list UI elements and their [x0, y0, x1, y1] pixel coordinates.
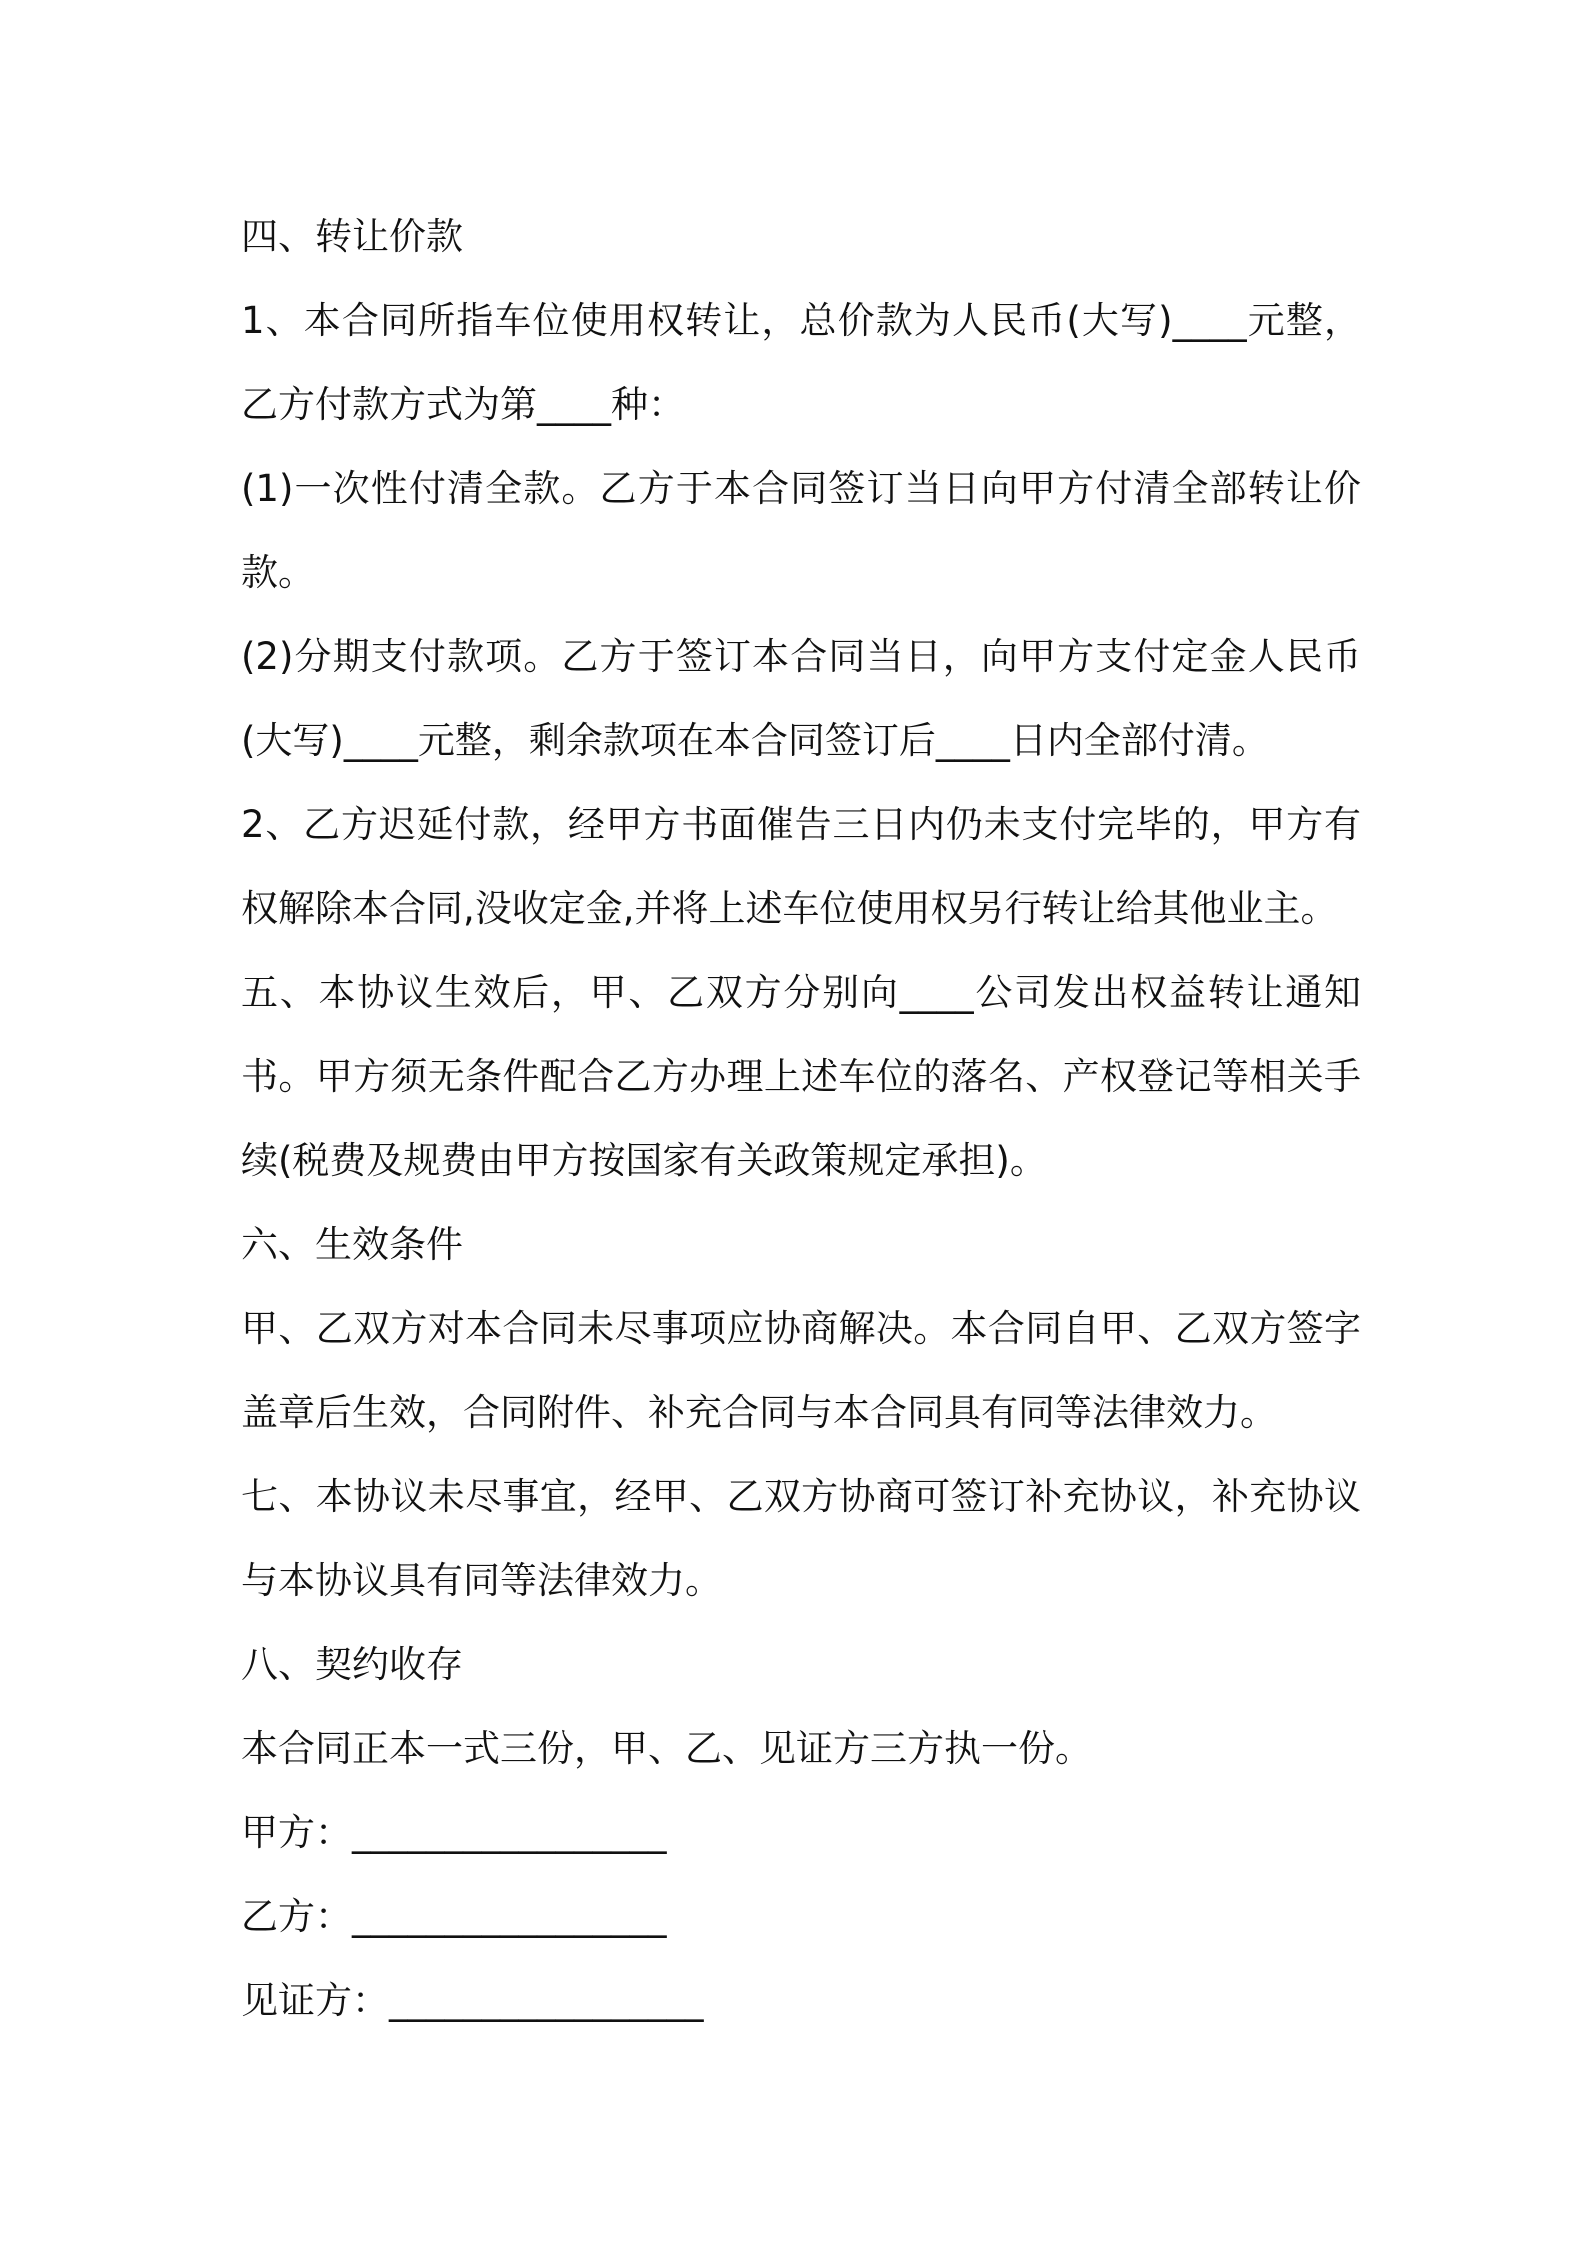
- witness-signature-line: 见证方：_________________: [241, 1979, 704, 2022]
- clause-4-1-option-2: (2)分期支付款项。乙方于签订本合同当日，向甲方支付定金人民币(大写)____元整，剩余款项在本合同签订后____日内全部付清。: [241, 635, 1361, 762]
- section-6-body: 甲、乙双方对本合同未尽事项应协商解决。本合同自甲、乙双方签字盖章后生效，合同附件、补充合同与本合同具有同等法律效力。: [241, 1307, 1361, 1434]
- section-8-body: 本合同正本一式三份，甲、乙、见证方三方执一份。: [241, 1727, 1092, 1770]
- section-5: 五、本协议生效后，甲、乙双方分别向____公司发出权益转让通知书。甲方须无条件配合乙方办理上述车位的落名、产权登记等相关手续(税费及规费由甲方按国家有关政策规定承担)。: [241, 971, 1361, 1182]
- section-4-heading: 四、转让价款: [241, 215, 463, 258]
- section-7: 七、本协议未尽事宜，经甲、乙双方协商可签订补充协议，补充协议与本协议具有同等法律效力。: [241, 1475, 1361, 1602]
- clause-4-1-option-1: (1)一次性付清全款。乙方于本合同签订当日向甲方付清全部转让价款。: [241, 467, 1361, 594]
- section-8-heading: 八、契约收存: [241, 1643, 463, 1686]
- party-a-signature-line: 甲方：_________________: [241, 1811, 667, 1854]
- clause-4-2: 2、乙方迟延付款，经甲方书面催告三日内仍未支付完毕的，甲方有权解除本合同,没收定金,并将上述车位使用权另行转让给其他业主。: [241, 803, 1361, 930]
- section-6-heading: 六、生效条件: [241, 1223, 463, 1266]
- document-body: [241, 195, 1361, 2043]
- clause-4-1: 1、本合同所指车位使用权转让，总价款为人民币(大写)____元整，乙方付款方式为第____种：: [241, 299, 1361, 426]
- party-b-signature-line: 乙方：_________________: [241, 1895, 667, 1938]
